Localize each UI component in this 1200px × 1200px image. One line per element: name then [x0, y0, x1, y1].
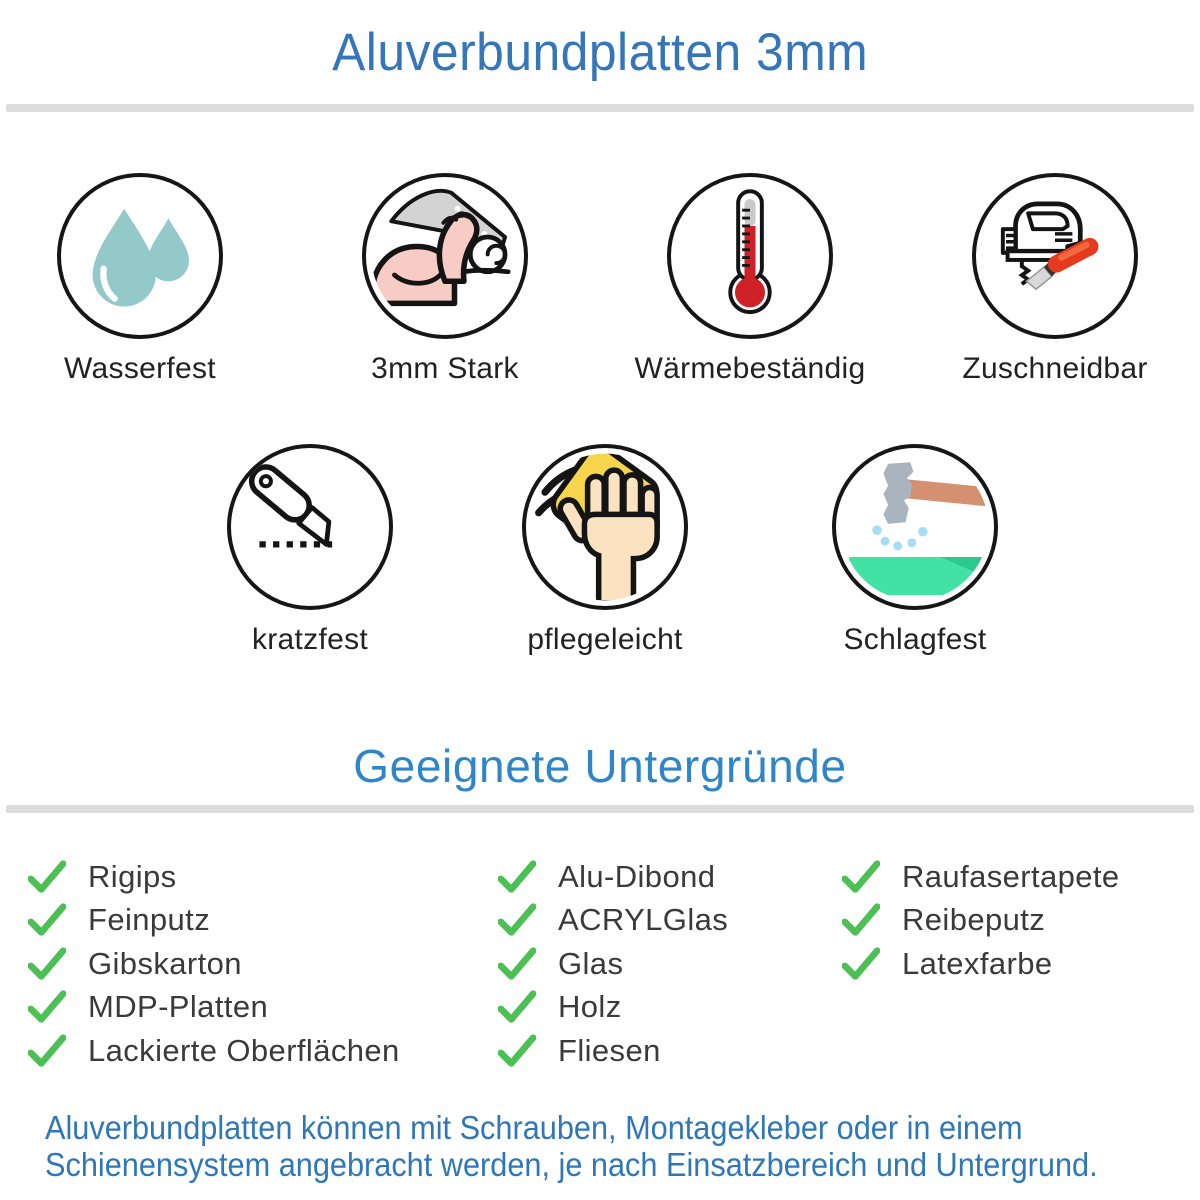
checkmark-icon [498, 947, 536, 981]
feature-kratzfest [160, 444, 460, 658]
substrates-column-1 [28, 855, 400, 1073]
substrate-label: ACRYLGlas [558, 902, 729, 938]
substrate-label: Latexfarbe [902, 945, 1053, 981]
features-row-2 [0, 444, 1200, 658]
substrate-label: Gibskarton [88, 945, 242, 981]
feature-schlagfest [765, 444, 1065, 658]
substrate-label: Alu-Dibond [558, 858, 716, 894]
substrate-label: Raufasertapete [902, 858, 1120, 894]
substrate-label: Holz [558, 989, 622, 1025]
feature-label: 3mm Stark [371, 352, 519, 385]
feature-circle [522, 444, 688, 610]
page-title-bar [0, 0, 1200, 104]
feature-pflegeleicht [455, 444, 755, 658]
hammer-impact-icon [836, 448, 994, 606]
features-row-1 [0, 173, 1200, 387]
jigsaw-knife-icon [976, 177, 1134, 335]
divider-top [6, 104, 1194, 112]
checkmark-icon [498, 903, 536, 937]
thermometer-icon [671, 177, 829, 335]
section-heading: Geeignete Untergründe [353, 740, 847, 792]
mounting-note [0, 1109, 1200, 1183]
water-drops-icon [61, 177, 219, 335]
substrate-item [498, 899, 728, 943]
divider-middle [6, 805, 1194, 813]
feature-circle [972, 173, 1138, 339]
substrate-item [498, 855, 728, 899]
substrate-item [28, 1029, 400, 1073]
checkmark-icon [842, 903, 880, 937]
substrate-item [498, 942, 728, 986]
utility-knife-icon [231, 448, 389, 606]
checkmark-icon [28, 903, 66, 937]
feature-label: Zuschneidbar [962, 352, 1148, 385]
substrate-item [842, 855, 1120, 899]
flexed-arm-panel-icon [366, 177, 524, 335]
substrate-label: Reibeputz [902, 902, 1046, 938]
page-title: Aluverbundplatten 3mm [331, 22, 869, 82]
substrate-item [28, 986, 400, 1030]
substrate-item [28, 899, 400, 943]
substrates-column-2 [498, 855, 728, 1073]
substrate-label: Lackierte Oberflächen [88, 1032, 400, 1068]
feature-label: pflegeleicht [527, 623, 683, 656]
mounting-note-line-1: Aluverbundplatten können mit Schrauben, Montagekleber oder in einem [45, 1109, 1023, 1146]
substrate-item [28, 855, 400, 899]
feature-label: Wasserfest [64, 352, 216, 385]
checkmark-icon [842, 947, 880, 981]
substrate-label: Feinputz [88, 902, 211, 938]
checkmark-icon [28, 990, 66, 1024]
checkmark-icon [28, 947, 66, 981]
feature-wasserfest [0, 173, 290, 387]
substrate-label: Fliesen [558, 1032, 661, 1068]
feature-circle [362, 173, 528, 339]
substrate-item [28, 942, 400, 986]
hand-cloth-icon [526, 448, 684, 606]
substrates-column-3 [842, 855, 1120, 986]
substrate-item [498, 1029, 728, 1073]
substrate-item [498, 986, 728, 1030]
feature-label: kratzfest [251, 623, 369, 656]
substrate-label: Rigips [88, 858, 177, 894]
substrate-label: MDP-Platten [88, 989, 269, 1025]
feature-circle [227, 444, 393, 610]
checkmark-icon [28, 860, 66, 894]
feature-label: Schlagfest [843, 623, 987, 656]
mounting-note-line-2: Schienensystem angebracht werden, je nach Einsatzbereich und Untergrund. [45, 1146, 1098, 1183]
checkmark-icon [842, 860, 880, 894]
checkmark-icon [498, 1034, 536, 1068]
substrate-item [842, 942, 1120, 986]
checkmark-icon [28, 1034, 66, 1068]
feature-3mm-stark [295, 173, 595, 387]
checkmark-icon [498, 860, 536, 894]
feature-label: Wärmebeständig [634, 352, 866, 385]
feature-circle [832, 444, 998, 610]
feature-circle [667, 173, 833, 339]
checkmark-icon [498, 990, 536, 1024]
feature-zuschneidbar [905, 173, 1200, 387]
substrate-label: Glas [558, 945, 624, 981]
substrate-item [842, 899, 1120, 943]
feature-waermebestaendig [600, 173, 900, 387]
feature-circle [57, 173, 223, 339]
substrates-checklist [0, 855, 1200, 1073]
